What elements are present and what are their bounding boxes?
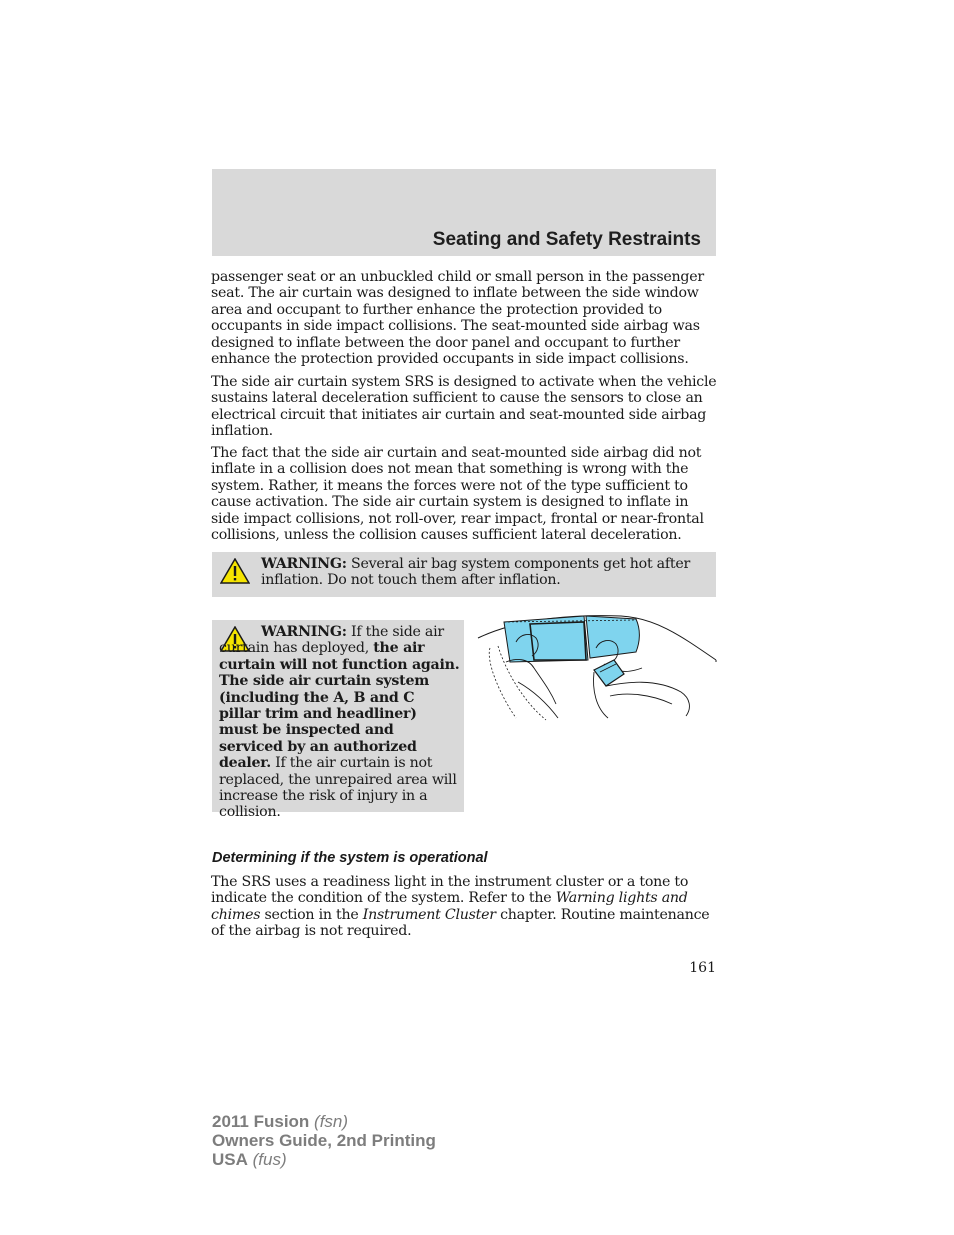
section-text-1: The SRS uses a readiness light in the instrument cluster or a tone to indicate the condition of the system. Refer to the (211, 874, 689, 907)
body-paragraph-3: The fact that the side air curtain and seat-mounted side airbag did not inflate in a collision does not mean that something is wrong with the system. Rather, it means the forces were not of the type sufficient to cause activation. The side air curtain system is designed to inflate in side impact collisions, not roll-over, rear impact, frontal or near-frontal collisions, unless the collision causes sufficient lateral deceleration. (211, 445, 704, 544)
warning-body-b: If the air curtain is not replaced, the unrepaired area will increase the risk of injury in a collision. (219, 755, 457, 821)
warning-box-hot-components (212, 552, 716, 597)
footer-line-1 (212, 1112, 436, 1131)
xref-instrument-cluster: Instrument Cluster (362, 906, 496, 923)
footer-line-3 (212, 1150, 436, 1169)
section-title: Seating and Safety Restraints (432, 229, 701, 250)
footer-model: 2011 Fusion (212, 1112, 310, 1131)
warning-label: WARNING: (261, 624, 347, 640)
footer-model-code: (fsn) (309, 1112, 349, 1131)
header-band (212, 169, 716, 256)
warning-text (261, 556, 711, 589)
page-number: 161 (689, 960, 716, 976)
footer-market-code: (fus) (247, 1150, 287, 1169)
warning-text (219, 624, 460, 821)
footer-market: USA (212, 1150, 248, 1169)
section-heading: Determining if the system is operational (212, 850, 488, 866)
warning-body-a: If the side air curtain has deployed, (219, 624, 444, 657)
warning-label: WARNING: (261, 556, 347, 572)
body-paragraph-1: passenger seat or an unbuckled child or small person in the passenger seat. The air curtain was designed to inflate between the side window area and occupant to further enhance the protection provided to occupants in side impact collisions. The seat-mounted side airbag was designed to inflate between the door panel and occupant to further enhance the protection provided occupants in side impact collisions. (211, 269, 704, 368)
air-curtain-illustration (476, 612, 718, 724)
section-text-2: section in the (260, 906, 363, 923)
warning-box-air-curtain (212, 620, 464, 821)
footer-edition: Owners Guide, 2nd Printing (212, 1131, 436, 1150)
warning-body: Several air bag system components get hot after inflation. Do not touch them after inflation. (261, 556, 691, 589)
warning-body-bold: the air curtain will not function again. The side air curtain system (including the A, B and C pillar trim and headliner) must be inspected and serviced by an authorized dealer. (219, 640, 460, 772)
xref-warning-lights: Warning lights and chimes (211, 890, 688, 923)
section-text-3: chapter. Routine maintenance of the airbag is not required. (211, 906, 710, 940)
body-paragraph-2: The side air curtain system SRS is designed to activate when the vehicle sustains lateral deceleration sufficient to cause the sensors to close an electrical circuit that initiates air curtain and seat-mounted side airbag inflation. (211, 374, 717, 440)
footer-line-2 (212, 1131, 436, 1150)
warning-triangle-icon (220, 558, 250, 584)
footer (212, 1112, 436, 1169)
section-paragraph (211, 874, 717, 940)
